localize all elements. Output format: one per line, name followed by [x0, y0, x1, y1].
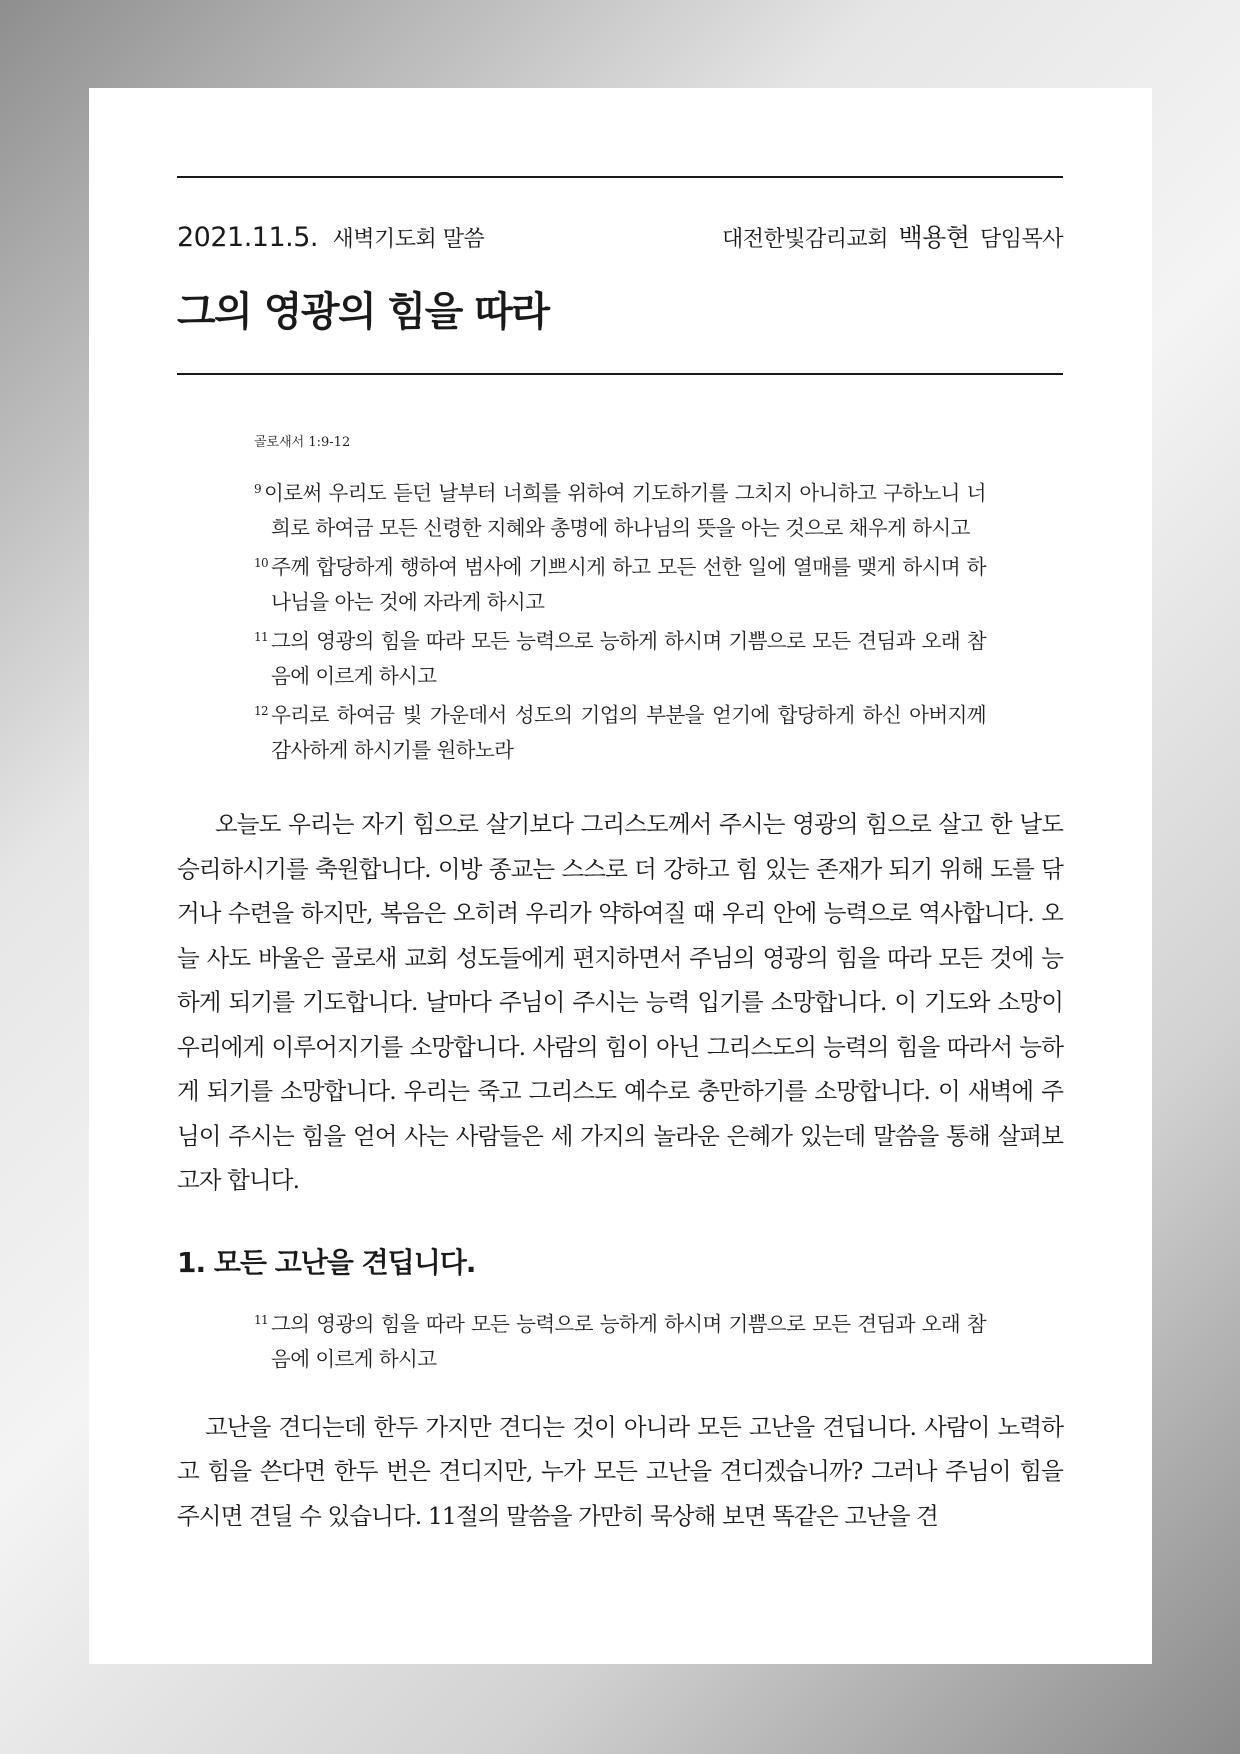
sermon-title: 그의 영광의 힘을 따라 [177, 289, 549, 335]
verse-number: 12 [254, 704, 269, 718]
verse-11 [254, 1303, 986, 1377]
verse-9 [254, 472, 986, 546]
scripture-block [254, 425, 986, 768]
verse-number: 11 [254, 1312, 269, 1327]
verse-11 [254, 620, 986, 694]
verse-number: 10 [254, 556, 269, 570]
sermon-date: 2021.11.5. [177, 222, 318, 253]
verse-12 [254, 694, 986, 768]
top-rule [177, 176, 1063, 178]
document-page [89, 88, 1152, 1664]
service-name: 새벽기도회 말씀 [332, 227, 485, 252]
church-name: 대전한빛감리교회 [722, 227, 889, 252]
scripture-reference: 골로새서 1:9-12 [254, 435, 351, 450]
pastor-name: 백용현 [898, 223, 970, 252]
document-header [177, 218, 1063, 254]
section-heading: 1. 모든 고난을 견딥니다. [177, 1245, 476, 1279]
verse-number: 9 [254, 482, 262, 496]
pastor-title: 담임목사 [979, 227, 1063, 252]
verse-text: 그의 영광의 힘을 따라 모든 능력으로 능하게 하시며 기쁨으로 모든 견딤과 오래 참음에 이르게 하시고 [271, 629, 986, 688]
verse-text: 그의 영광의 힘을 따라 모든 능력으로 능하게 하시며 기쁨으로 모든 견딤과 오래 참음에 이르게 하시고 [271, 1311, 986, 1371]
page-content [177, 176, 1063, 1562]
intro-paragraph: 오늘도 우리는 자기 힘으로 살기보다 그리스도께서 주시는 영광의 힘으로 살고 한 날도 승리하시기를 축원합니다. 이방 종교는 스스로 더 강하고 힘 있는 존재가 되기 위해 도를 닦거나 수련을 하지만, 복음은 오히려 우리가 약하여질 때 우리 안에 능력으로 역사합니다. 오늘 사도 바울은 골로새 교회 성도들에게 편지하면서 주님의 영광의 힘을 따라 모든 것에 능하게 되기를 기도합니다. 날마다 주님이 주시는 능력 입기를 소망합니다. 이 기도와 소망이 우리에게 이루어지기를 소망합니다. 사람의 힘이 아닌 그리스도의 능력의 힘을 따라서 능하게 되기를 소망합니다. 우리는 죽고 그리스도 예수로 충만하기를 소망합니다. 이 새벽에 주님이 주시는 힘을 얻어 사는 사람들은 세 가지의 놀라운 은혜가 있는데 말씀을 통해 살펴보고자 합니다. [177, 810, 1063, 1194]
section-paragraph: 고난을 견디는데 한두 가지만 견디는 것이 아니라 모든 고난을 견딥니다. 사람이 노력하고 힘을 쓴다면 한두 번은 견디지만, 누가 모든 고난을 견디겠습니까? 그러나 주님이 힘을 주시면 견딜 수 있습니다. 11절의 말씀을 가만히 묵상해 보면 똑같은 고난을 견 [177, 1412, 1063, 1530]
verse-text: 이로써 우리도 듣던 날부터 너희를 위하여 기도하기를 그치지 아니하고 구하노니 너희로 하여금 모든 신령한 지혜와 총명에 하나님의 뜻을 아는 것으로 채우게 하시고 [264, 481, 986, 540]
verse-text: 주께 합당하게 행하여 범사에 기쁘시게 하고 모든 선한 일에 열매를 맺게 하시며 하나님을 아는 것에 자라게 하시고 [271, 555, 986, 614]
bottom-rule [177, 373, 1063, 375]
verse-number: 11 [254, 630, 269, 644]
verse-text: 우리로 하여금 빛 가운데서 성도의 기업의 부분을 얻기에 합당하게 하신 아버지께 감사하게 하시기를 원하노라 [271, 703, 986, 762]
verse-10 [254, 546, 986, 620]
service-info [177, 222, 484, 253]
section-scripture-block [254, 1303, 986, 1377]
preacher-info [722, 218, 1063, 254]
